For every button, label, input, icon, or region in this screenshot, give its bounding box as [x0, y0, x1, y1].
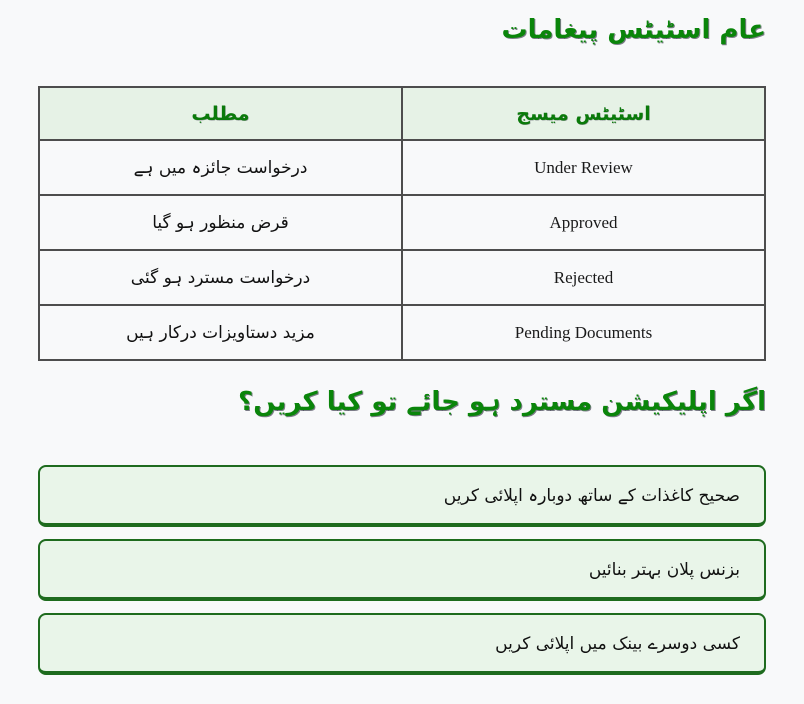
page-title-common-status-messages: عام اسٹیٹس پیغامات [501, 15, 766, 45]
column-header-status-message: اسٹیٹس میسج [402, 87, 765, 140]
suggestion-box-improve-business-plan [38, 539, 766, 601]
table-row [39, 195, 765, 250]
table-header-row [39, 87, 765, 140]
table-body [39, 140, 765, 360]
meaning-cell: مزید دستاویزات درکار ہیں [39, 305, 402, 360]
status-message-cell: Under Review [402, 140, 765, 195]
suggestion-box-reapply-correct-documents [38, 465, 766, 527]
status-messages-table [38, 86, 766, 361]
table-row [39, 140, 765, 195]
table-row [39, 305, 765, 360]
status-message-cell: Approved [402, 195, 765, 250]
suggestion-label: بزنس پلان بہتر بنائیں [588, 559, 740, 580]
table-row [39, 250, 765, 305]
column-header-meaning: مطلب [39, 87, 402, 140]
meaning-cell: درخواست مسترد ہو گئی [39, 250, 402, 305]
meaning-cell: قرض منظور ہو گیا [39, 195, 402, 250]
status-message-cell: Pending Documents [402, 305, 765, 360]
suggestion-label: صحیح کاغذات کے ساتھ دوبارہ اپلائی کریں [443, 485, 740, 506]
suggestion-label: کسی دوسرے بینک میں اپلائی کریں [495, 633, 740, 654]
suggestion-box-apply-other-bank [38, 613, 766, 675]
status-message-cell: Rejected [402, 250, 765, 305]
meaning-cell: درخواست جائزہ میں ہے [39, 140, 402, 195]
section-title-if-application-rejected: اگر اپلیکیشن مسترد ہو جائے تو کیا کریں؟ [238, 387, 766, 417]
table-header [39, 87, 765, 140]
